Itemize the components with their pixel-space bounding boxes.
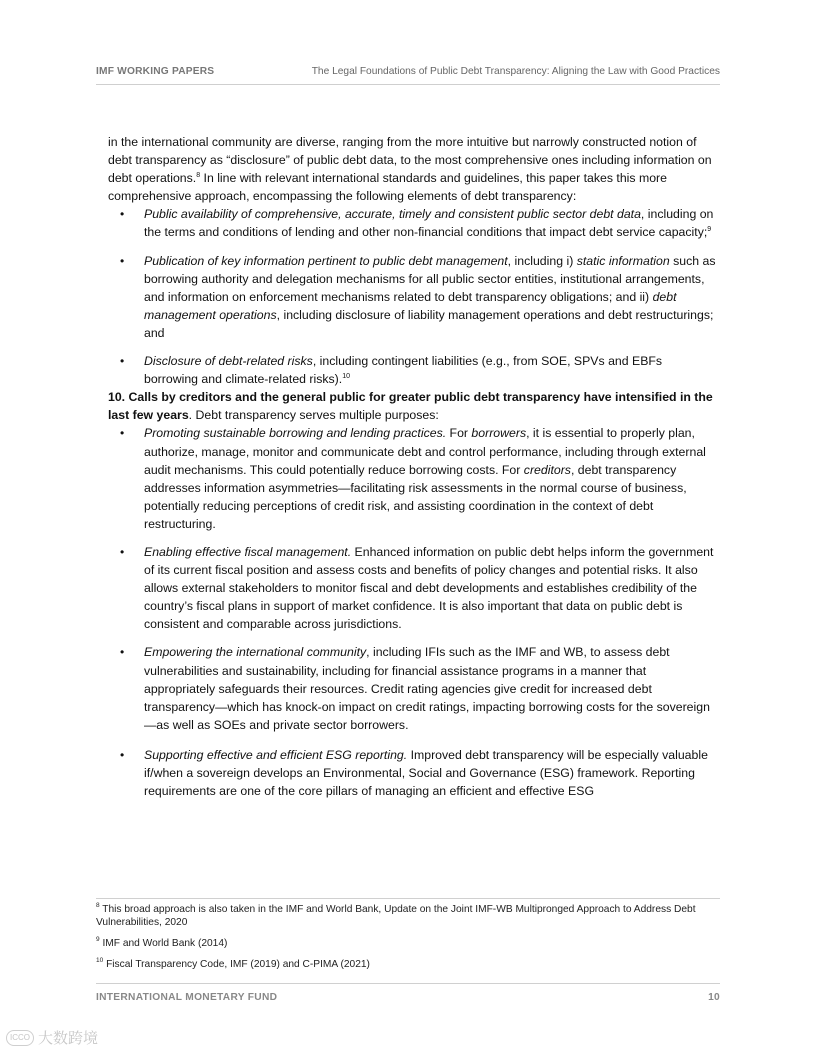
header-series-title: IMF WORKING PAPERS — [96, 66, 215, 77]
list-item: • Supporting effective and efficient ESG reporting. Improved debt transparency will be especially valuable if/when a sovereign develops an Environmental, Social and Governance (ESG) framework. Reporting requirements are one of the core pillars of managing an efficient and effective ESG — [108, 746, 718, 800]
paragraph-10: 10. Calls by creditors and the general public for greater public debt transparency have intensified in the last few years. Debt transparency serves multiple purposes: — [108, 390, 713, 423]
footnote-ref-8[interactable]: 8 — [196, 171, 201, 179]
watermark-text: 大数跨境 — [38, 1030, 99, 1047]
debt-transparency-elements-list — [108, 205, 718, 388]
footnote-ref-9[interactable]: 9 — [707, 225, 712, 233]
intro-paragraph: in the international community are diverse, ranging from the more intuitive but narrowly constructed notion of debt transparency as “disclosure” of public debt data, to the most comprehensive ones including information on debt operations.$^8$ In line with relevant international standards and guidelines, this paper takes this more comprehensive approach, encompassing the following elements of debt transparency: — [108, 135, 712, 204]
footer-organization: INTERNATIONAL MONETARY FUND — [96, 992, 278, 1003]
footnotes — [96, 898, 720, 979]
watermark — [6, 1027, 98, 1048]
watermark-logo-icon: ICCO — [6, 1030, 34, 1046]
paragraph-10-heading: 10. Calls by creditors and the general public for greater public debt transparency have intensified in the last few years — [108, 390, 713, 423]
footnote-ref-10[interactable]: 10 — [342, 372, 350, 380]
running-header — [96, 66, 720, 85]
list-item: • Publication of key information pertinent to public debt management, including i) static information such as borrowing authority and delegation mechanisms for all public sector entities, institutional arrangements, and information on enforcement mechanisms related to debt transparency obligations; and ii) debt management operations, including disclosure of liability management operations and debt restructurings; and — [108, 252, 718, 342]
footnote-8: $^8$ This broad approach is also taken in the IMF and World Bank, Update on the Joint IMF-WB Multipronged Approach to Address Debt Vulnerabilities, 2020 — [96, 902, 696, 928]
list-item: • Empowering the international community, including IFIs such as the IMF and WB, to assess debt vulnerabilities and sustainability, including for financial assistance programs in a manner that appropriately safeguards their resources. Credit rating agencies give credit for increased debt transparency—which has knock-on impact on credit ratings, impacting borrowing costs for the sovereign—as well as SOEs and private sector borrowers. — [108, 643, 718, 733]
header-paper-title: The Legal Foundations of Public Debt Transparency: Aligning the Law with Good Practices — [311, 66, 720, 77]
main-body — [108, 133, 718, 800]
list-item: • Public availability of comprehensive, accurate, timely and consistent public sector debt data, including on the terms and conditions of lending and other non-financial conditions that impact debt service capacity;$^9$ — [108, 205, 718, 241]
footnote-10: $^{10}$ Fiscal Transparency Code, IMF (2019) and C-PIMA (2021) — [96, 957, 370, 970]
debt-transparency-purposes-list — [108, 424, 718, 800]
list-item: • Promoting sustainable borrowing and lending practices. For borrowers, it is essential to properly plan, authorize, manage, monitor and communicate debt and control performance, including through external audit mechanisms. This could potentially reduce borrowing costs. For creditors, debt transparency addresses information asymmetries—facilitating risk assessments in the normal course of business, potentially reducing perceptions of credit risk, and assisting coordination in the context of debt restructuring. — [108, 424, 718, 533]
list-item: • Disclosure of debt-related risks, including contingent liabilities (e.g., from SOE, SPVs and EBFs borrowing and climate-related risks).$^{10}$ — [108, 352, 718, 388]
page-number: 10 — [708, 992, 720, 1003]
list-item: • Enabling effective fiscal management. Enhanced information on public debt helps inform the government of its current fiscal position and assess costs and benefits of policy changes and potential risks. It also allows external stakeholders to monitor fiscal and debt developments and establishes credibility of the country’s fiscal plans in support of market confidence. It is also important that data on public debt is consistent and comparable across jurisdictions. — [108, 543, 718, 633]
running-footer — [96, 983, 720, 1003]
footnote-9: $^9$ IMF and World Bank (2014) — [96, 936, 228, 949]
